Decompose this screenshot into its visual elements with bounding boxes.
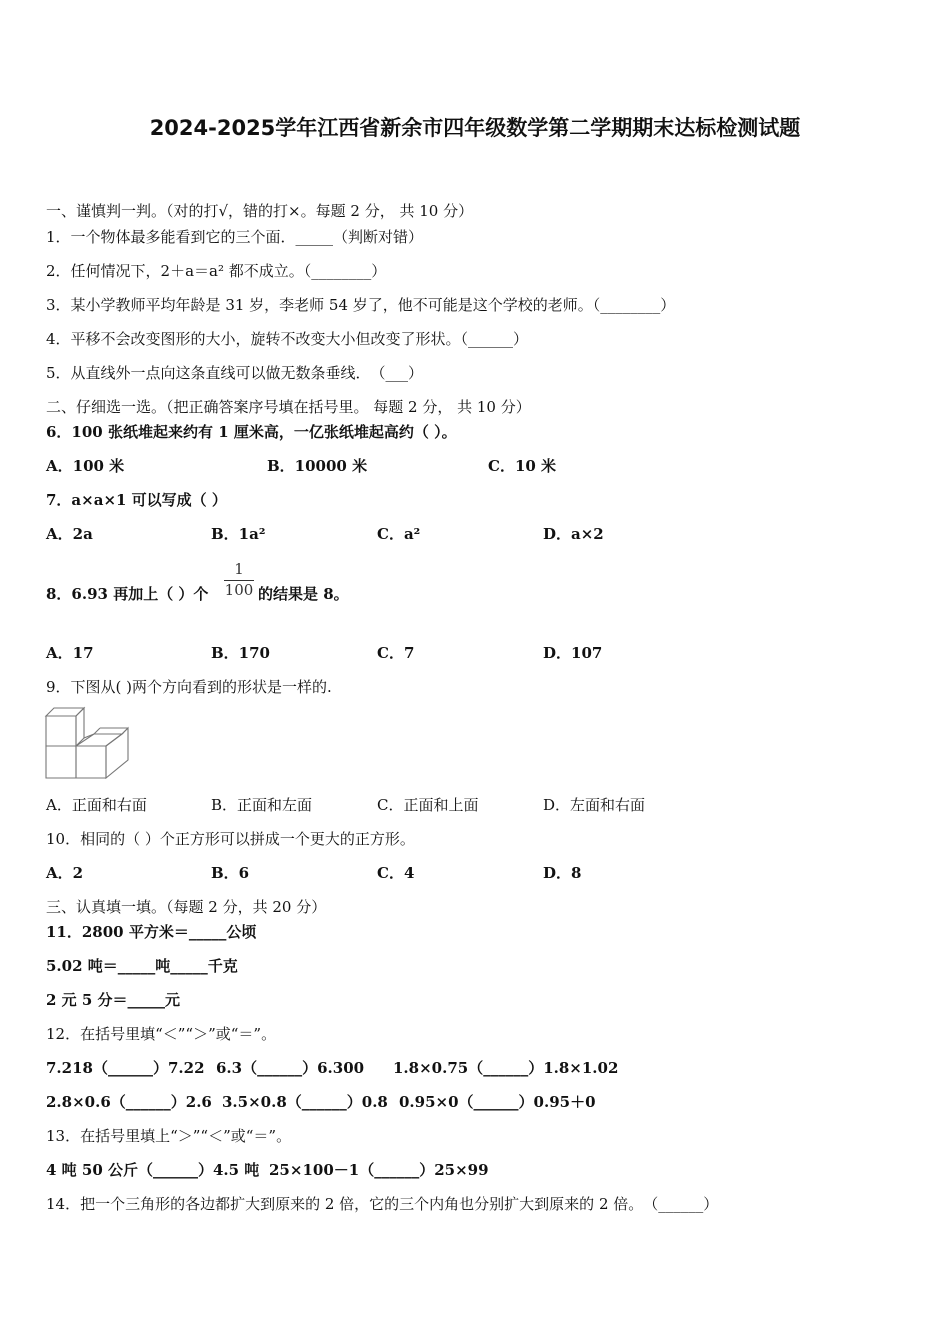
q6-option-b: B．10000 米 bbox=[267, 457, 368, 475]
question-12-stem: 12．在括号里填“＜”“＞”或“＝”。 bbox=[46, 1025, 277, 1043]
q6-option-c: C．10 米 bbox=[488, 457, 557, 475]
question-1: 1．一个物体最多能看到它的三个面．_____（判断对错） bbox=[46, 228, 424, 246]
q9-option-d: D．左面和右面 bbox=[543, 796, 646, 814]
cube-lower-left-front bbox=[46, 746, 76, 778]
q12-row2-item-1: 2.8×0.6（______）2.6 bbox=[46, 1093, 212, 1111]
q9-option-b: B．正面和左面 bbox=[211, 796, 313, 814]
section-heading-2: 二、仔细选一选。（把正确答案序号填在括号里。 每题 2 分， 共 10 分） bbox=[46, 398, 531, 416]
question-8-stem-after: 的结果是 8。 bbox=[258, 585, 349, 603]
question-9-stem: 9．下图从( )两个方向看到的形状是一样的. bbox=[46, 678, 332, 696]
q13-item-2: 25×100－1（______）25×99 bbox=[269, 1161, 489, 1179]
cube-lower-middle-top bbox=[76, 734, 122, 746]
fraction-one-hundredth bbox=[222, 560, 256, 599]
q9-option-a: A．正面和右面 bbox=[46, 796, 147, 814]
cube-stack-figure bbox=[44, 706, 134, 784]
question-5: 5．从直线外一点向这条直线可以做无数条垂线． （___） bbox=[46, 364, 424, 382]
q10-option-a: A．2 bbox=[46, 864, 84, 882]
question-4: 4．平移不会改变图形的大小，旋转不改变大小但改变了形状。（______） bbox=[46, 330, 529, 348]
q13-item-1: 4 吨 50 公斤（______）4.5 吨 bbox=[46, 1161, 260, 1179]
q10-option-c: C．4 bbox=[377, 864, 415, 882]
q12-row1-item-1: 7.218（______）7.22 bbox=[46, 1059, 205, 1077]
q9-option-c: C．正面和上面 bbox=[377, 796, 479, 814]
q10-option-d: D．8 bbox=[543, 864, 582, 882]
cube-right-side bbox=[106, 728, 128, 778]
question-14: 14．把一个三角形的各边都扩大到原来的 2 倍，它的三个内角也分别扩大到原来的 2 倍。 （______） bbox=[46, 1195, 719, 1213]
question-8-stem-before: 8．6.93 再加上（ ）个 bbox=[46, 585, 209, 603]
fraction-numerator: 1 bbox=[234, 560, 244, 578]
question-3: 3．某小学教师平均年龄是 31 岁，李老师 54 岁了，他不可能是这个学校的老师。（________） bbox=[46, 296, 676, 314]
question-2: 2．任何情况下，2＋a＝a² 都不成立。（________） bbox=[46, 262, 387, 280]
cube-lower-middle-front bbox=[76, 746, 106, 778]
q7-option-a: A．2a bbox=[46, 525, 93, 543]
q12-row2-item-3: 0.95×0（______）0.95＋0 bbox=[399, 1093, 596, 1111]
q8-option-c: C．7 bbox=[377, 644, 415, 662]
question-11-line-1: 11．2800 平方米＝_____公顷 bbox=[46, 923, 257, 941]
question-11-line-2: 5.02 吨＝_____吨_____千克 bbox=[46, 957, 238, 975]
section-heading-1: 一、谨慎判一判。（对的打√，错的打×。每题 2 分， 共 10 分） bbox=[46, 202, 474, 220]
q8-option-d: D．107 bbox=[543, 644, 603, 662]
q8-option-a: A．17 bbox=[46, 644, 94, 662]
question-10-stem: 10．相同的（ ）个正方形可以拼成一个更大的正方形。 bbox=[46, 830, 415, 848]
q12-row2-item-2: 3.5×0.8（______）0.8 bbox=[222, 1093, 388, 1111]
question-6-stem: 6．100 张纸堆起来约有 1 厘米高，一亿张纸堆起高约（ ）。 bbox=[46, 423, 457, 441]
q7-option-c: C．a² bbox=[377, 525, 421, 543]
q10-option-b: B．6 bbox=[211, 864, 250, 882]
q8-option-b: B．170 bbox=[211, 644, 270, 662]
question-7-stem: 7．a×a×1 可以写成（ ） bbox=[46, 491, 227, 509]
q12-row1-item-3: 1.8×0.75（______）1.8×1.02 bbox=[393, 1059, 619, 1077]
cube-upper-side bbox=[76, 708, 84, 746]
q6-option-a: A．100 米 bbox=[46, 457, 125, 475]
fraction-denominator: 100 bbox=[224, 581, 254, 599]
q7-option-d: D．a×2 bbox=[543, 525, 604, 543]
cube-upper-front bbox=[46, 716, 76, 746]
question-13-stem: 13．在括号里填上“＞”“＜”或“＝”。 bbox=[46, 1127, 292, 1145]
question-11-line-3: 2 元 5 分＝_____元 bbox=[46, 991, 181, 1009]
q12-row1-item-2: 6.3（______）6.300 bbox=[216, 1059, 365, 1077]
cube-upper-top bbox=[46, 708, 84, 716]
section-heading-3: 三、认真填一填。（每题 2 分，共 20 分） bbox=[46, 898, 327, 916]
page-title: 2024-2025学年江西省新余市四年级数学第二学期期末达标检测试题 bbox=[149, 116, 801, 140]
q7-option-b: B．1a² bbox=[211, 525, 266, 543]
